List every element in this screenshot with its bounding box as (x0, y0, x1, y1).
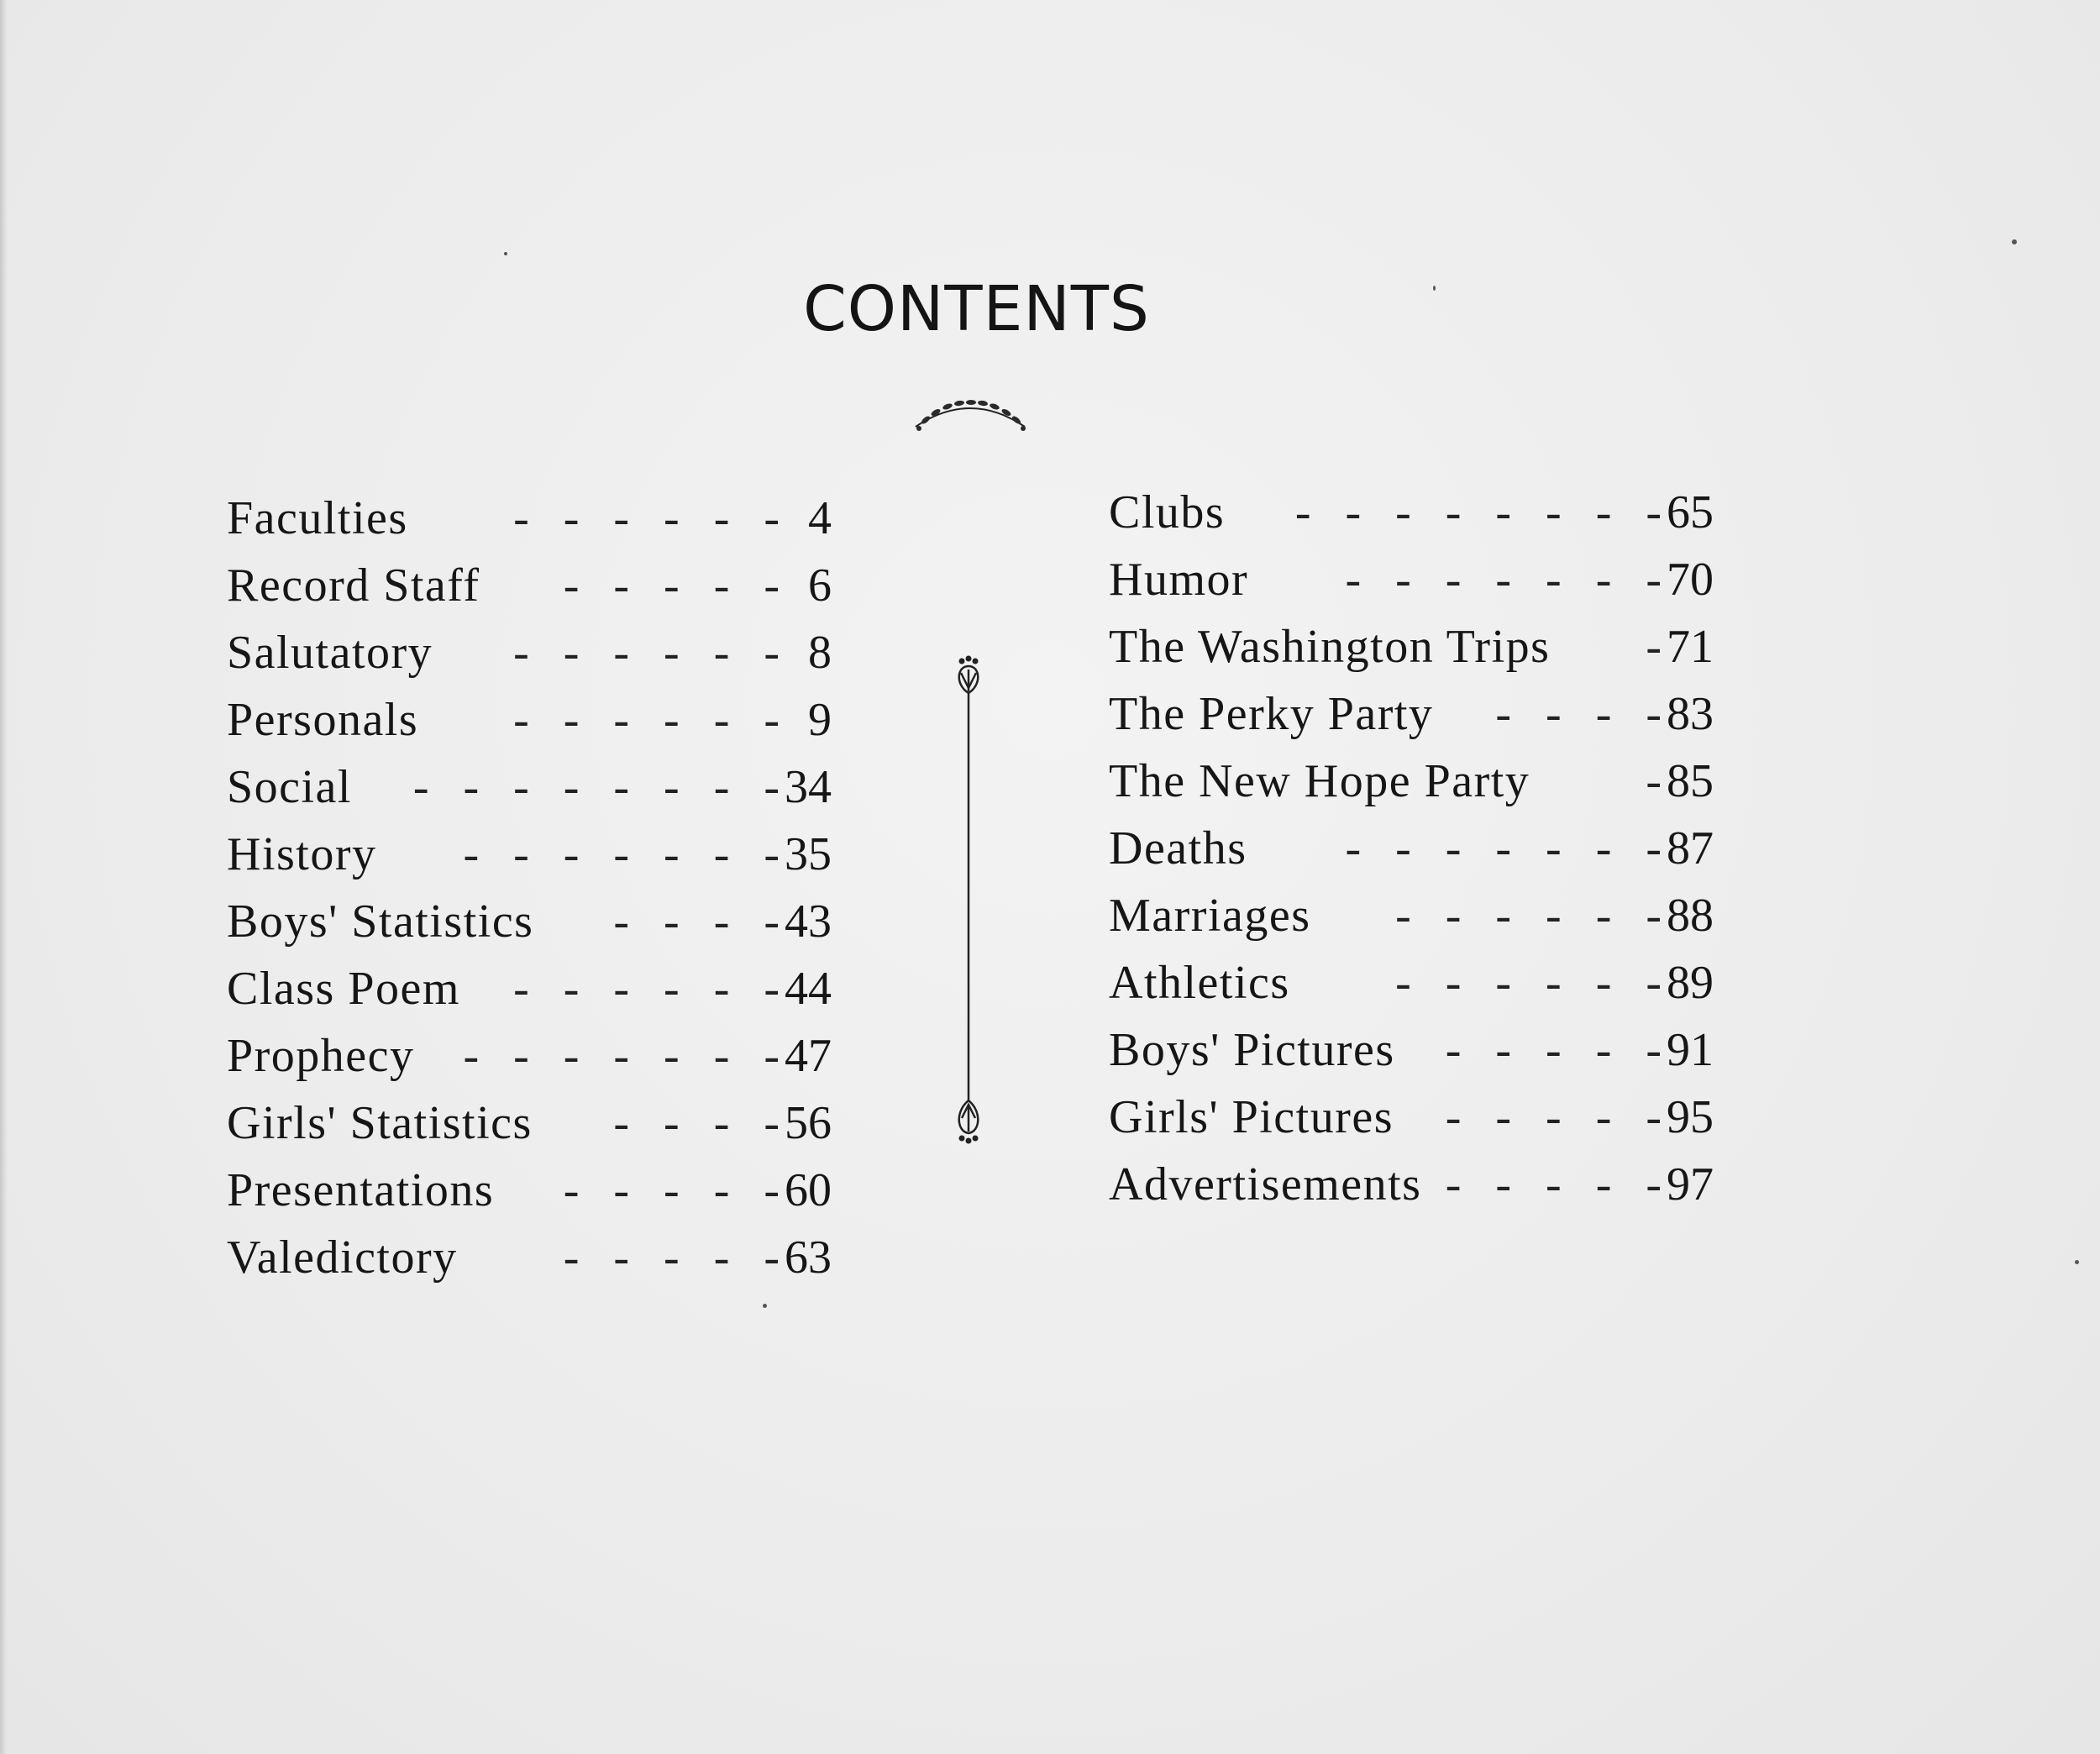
toc-entry-title: Faculties (227, 492, 408, 544)
contents-heading: CONTENTS (803, 273, 1150, 345)
toc-entry-title: History (227, 828, 377, 880)
toc-entry-leader: - - - - - - (513, 694, 780, 746)
toc-entry-title: Social (227, 761, 352, 813)
page-edge (0, 0, 8, 1754)
toc-entry-title: Presentations (227, 1164, 495, 1216)
toc-entry-leader: - - - - (1495, 688, 1662, 740)
toc-entry-title: Personals (227, 694, 419, 746)
toc-entry-title: The Perky Party (1109, 688, 1434, 740)
toc-entry-title: The New Hope Party (1109, 755, 1530, 807)
toc-entry-leader: - - - - - (1445, 1024, 1662, 1076)
paper-speck (763, 1304, 767, 1308)
paper-speck (2012, 239, 2017, 244)
toc-entry-humor (1109, 546, 1714, 613)
toc-entry-marriages (1109, 882, 1714, 949)
toc-entry-page: 88 (1667, 890, 1714, 942)
toc-entry-page: 43 (785, 895, 832, 948)
toc-entry-salutatory (227, 619, 832, 686)
toc-entry-title: Boys' Pictures (1109, 1024, 1395, 1076)
toc-entry-page: 63 (785, 1231, 832, 1284)
toc-entry-leader: - - - - (613, 1097, 780, 1149)
toc-entry-page: 6 (808, 559, 832, 612)
toc-entry-page: 70 (1667, 554, 1714, 606)
toc-entry-title: Class Poem (227, 963, 460, 1015)
toc-entry-page: 8 (808, 627, 832, 679)
laurel-ornament-icon (907, 391, 1033, 433)
toc-entry-leader: - - - - - - - (463, 1030, 780, 1082)
paper-speck (504, 252, 507, 255)
toc-entry-title: Prophecy (227, 1030, 415, 1082)
toc-entry-leader: - - - - - (1445, 1091, 1662, 1143)
toc-entry-title: The Washington Trips (1109, 621, 1551, 673)
toc-entry-history (227, 821, 832, 888)
toc-entry-new-hope-party (1109, 748, 1714, 815)
toc-entry-deaths (1109, 815, 1714, 882)
paper-speck (1433, 286, 1436, 291)
toc-entry-prophecy (227, 1022, 832, 1090)
toc-entry-page: 95 (1667, 1091, 1714, 1143)
toc-entry-boys-statistics (227, 888, 832, 955)
toc-entry-faculties (227, 485, 832, 552)
toc-entry-boys-pictures (1109, 1016, 1714, 1084)
toc-entry-advertisements (1109, 1151, 1714, 1218)
flower-divider-icon (945, 651, 992, 1147)
toc-entry-social (227, 754, 832, 821)
toc-entry-record-staff (227, 552, 832, 619)
toc-entry-page: 4 (808, 492, 832, 544)
toc-entry-leader: - - - - - - (513, 492, 780, 544)
toc-entry-leader: - - - - - (563, 1164, 780, 1216)
toc-entry-perky-party (1109, 680, 1714, 748)
toc-entry-title: Girls' Statistics (227, 1097, 533, 1149)
toc-entry-leader: - - - - - - - (1345, 554, 1662, 606)
toc-entry-page: 97 (1667, 1158, 1714, 1210)
toc-entry-title: Marriages (1109, 890, 1311, 942)
toc-entry-leader: - - - - - (1445, 1158, 1662, 1210)
toc-entry-leader: - - - - - - (1395, 890, 1662, 942)
toc-entry-leader: - - - - - - (1395, 957, 1662, 1009)
toc-entry-class-poem (227, 955, 832, 1022)
toc-entry-leader: - - - - - (563, 559, 780, 612)
toc-entry-athletics (1109, 949, 1714, 1016)
toc-entry-leader: - - - - - - - (463, 828, 780, 880)
toc-entry-leader: - - - - - - (513, 963, 780, 1015)
toc-entry-page: 83 (1667, 688, 1714, 740)
toc-right-column (1109, 479, 1714, 1218)
toc-entry-leader: - (1646, 755, 1662, 807)
paper-speck (2075, 1260, 2079, 1264)
toc-entry-title: Boys' Statistics (227, 895, 534, 948)
toc-entry-page: 71 (1667, 621, 1714, 673)
toc-entry-title: Clubs (1109, 486, 1226, 538)
toc-entry-girls-pictures (1109, 1084, 1714, 1151)
toc-entry-page: 89 (1667, 957, 1714, 1009)
toc-entry-page: 47 (785, 1030, 832, 1082)
toc-entry-title: Athletics (1109, 957, 1290, 1009)
toc-entry-page: 56 (785, 1097, 832, 1149)
toc-entry-girls-statistics (227, 1090, 832, 1157)
toc-entry-title: Valedictory (227, 1231, 458, 1284)
toc-entry-page: 65 (1667, 486, 1714, 538)
toc-entry-title: Girls' Pictures (1109, 1091, 1394, 1143)
toc-entry-leader: - - - - - - - - (1294, 486, 1662, 538)
toc-entry-presentations (227, 1157, 832, 1224)
toc-entry-page: 44 (785, 963, 832, 1015)
toc-entry-title: Humor (1109, 554, 1249, 606)
toc-entry-leader: - - - - (613, 895, 780, 948)
toc-entry-leader: - - - - - - - - (412, 761, 780, 813)
toc-entry-washington-trips (1109, 613, 1714, 680)
toc-entry-title: Salutatory (227, 627, 433, 679)
toc-entry-page: 91 (1667, 1024, 1714, 1076)
toc-left-column (227, 485, 832, 1291)
toc-entry-page: 87 (1667, 822, 1714, 874)
toc-entry-page: 85 (1667, 755, 1714, 807)
toc-entry-valedictory (227, 1224, 832, 1291)
toc-entry-page: 35 (785, 828, 832, 880)
toc-entry-leader: - (1646, 621, 1662, 673)
toc-entry-page: 9 (808, 694, 832, 746)
toc-entry-title: Advertisements (1109, 1158, 1422, 1210)
toc-entry-personals (227, 686, 832, 754)
toc-entry-title: Deaths (1109, 822, 1247, 874)
toc-entry-page: 34 (785, 761, 832, 813)
toc-entry-clubs (1109, 479, 1714, 546)
toc-entry-title: Record Staff (227, 559, 480, 612)
toc-entry-leader: - - - - - - - (1345, 822, 1662, 874)
toc-entry-leader: - - - - - (563, 1231, 780, 1284)
toc-entry-page: 60 (785, 1164, 832, 1216)
toc-entry-leader: - - - - - - (513, 627, 780, 679)
